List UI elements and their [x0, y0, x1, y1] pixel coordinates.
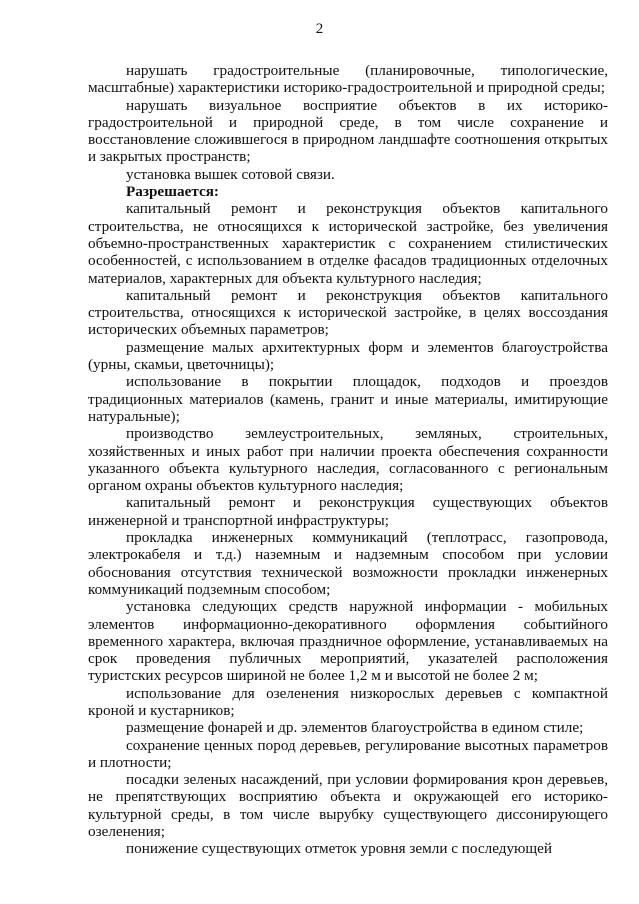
paragraph: прокладка инженерных коммуникаций (теплотрасс, газопровода, электрокабеля и т.д.) наземным и надземным способом при условии обоснования отсутствия технической возможности прокладки инженерных коммуникаций подземным способом; [88, 529, 608, 598]
section-heading: Разрешается: [126, 183, 219, 201]
paragraph: понижение существующих отметок уровня земли с последующей [126, 840, 552, 858]
paragraph: капитальный ремонт и реконструкция существующих объектов инженерной и транспортной инфраструктуры; [88, 494, 608, 529]
paragraph: нарушать градостроительные (планировочные, типологические, масштабные) характеристики историко-градостроительной и природной среды; [88, 62, 608, 97]
page-number: 2 [315, 21, 324, 37]
paragraph: производство землеустроительных, земляных, строительных, хозяйственных и иных работ при наличии проекта обеспечения сохранности указанного объекта культурного наследия, согласованного с региональным органом охраны объектов культурного наследия; [88, 425, 608, 495]
paragraph: размещение малых архитектурных форм и элементов благоустройства (урны, скамьи, цветочницы); [88, 338, 608, 374]
paragraph: установка следующих средств наружной информации - мобильных элементов информационно-декоративного оформления событийного временного характера, включая праздничное оформление, устанавливаемых на срок проведения публичных мероприятий, указателей расположения туристских ресурсов шириной не более 1,2 м и высотой не более 2 м; [88, 598, 608, 685]
paragraph: сохранение ценных пород деревьев, регулирование высотных параметров и плотности; [88, 736, 608, 771]
paragraph: использование для озеленения низкорослых деревьев с компактной кроной и кустарников; [88, 684, 608, 719]
document-body [88, 62, 608, 858]
paragraph: капитальный ремонт и реконструкция объектов капитального строительства, не относящихся к исторической застройке, без увеличения объемно-пространственных характеристик с сохранением стилистических особенностей, с использованием в отделке фасадов традиционных отделочных материалов, характерных для объекта культурного наследия; [88, 200, 608, 287]
paragraph: использование в покрытии площадок, подходов и проездов традиционных материалов (камень, гранит и иные материалы, имитирующие натуральные); [88, 373, 608, 425]
paragraph: установка вышек сотовой связи. [126, 165, 335, 183]
paragraph: нарушать визуальное восприятие объектов в их историко-градостроительной и природной среде, в том числе сохранение и восстановление сложившегося в природном ландшафте соотношения открытых и закрытых пространств; [88, 96, 608, 166]
paragraph: посадки зеленых насаждений, при условии формирования крон деревьев, не препятствующих восприятию объекта и окружающей его историко-культурной среды, в том числе вырубку существующего диссонирующего озеленения; [88, 771, 608, 841]
paragraph: размещение фонарей и др. элементов благоустройства в едином стиле; [126, 719, 584, 737]
paragraph: капитальный ремонт и реконструкция объектов капитального строительства, относящихся к исторической застройке, в целях воссоздания исторических объемных параметров; [88, 286, 608, 339]
